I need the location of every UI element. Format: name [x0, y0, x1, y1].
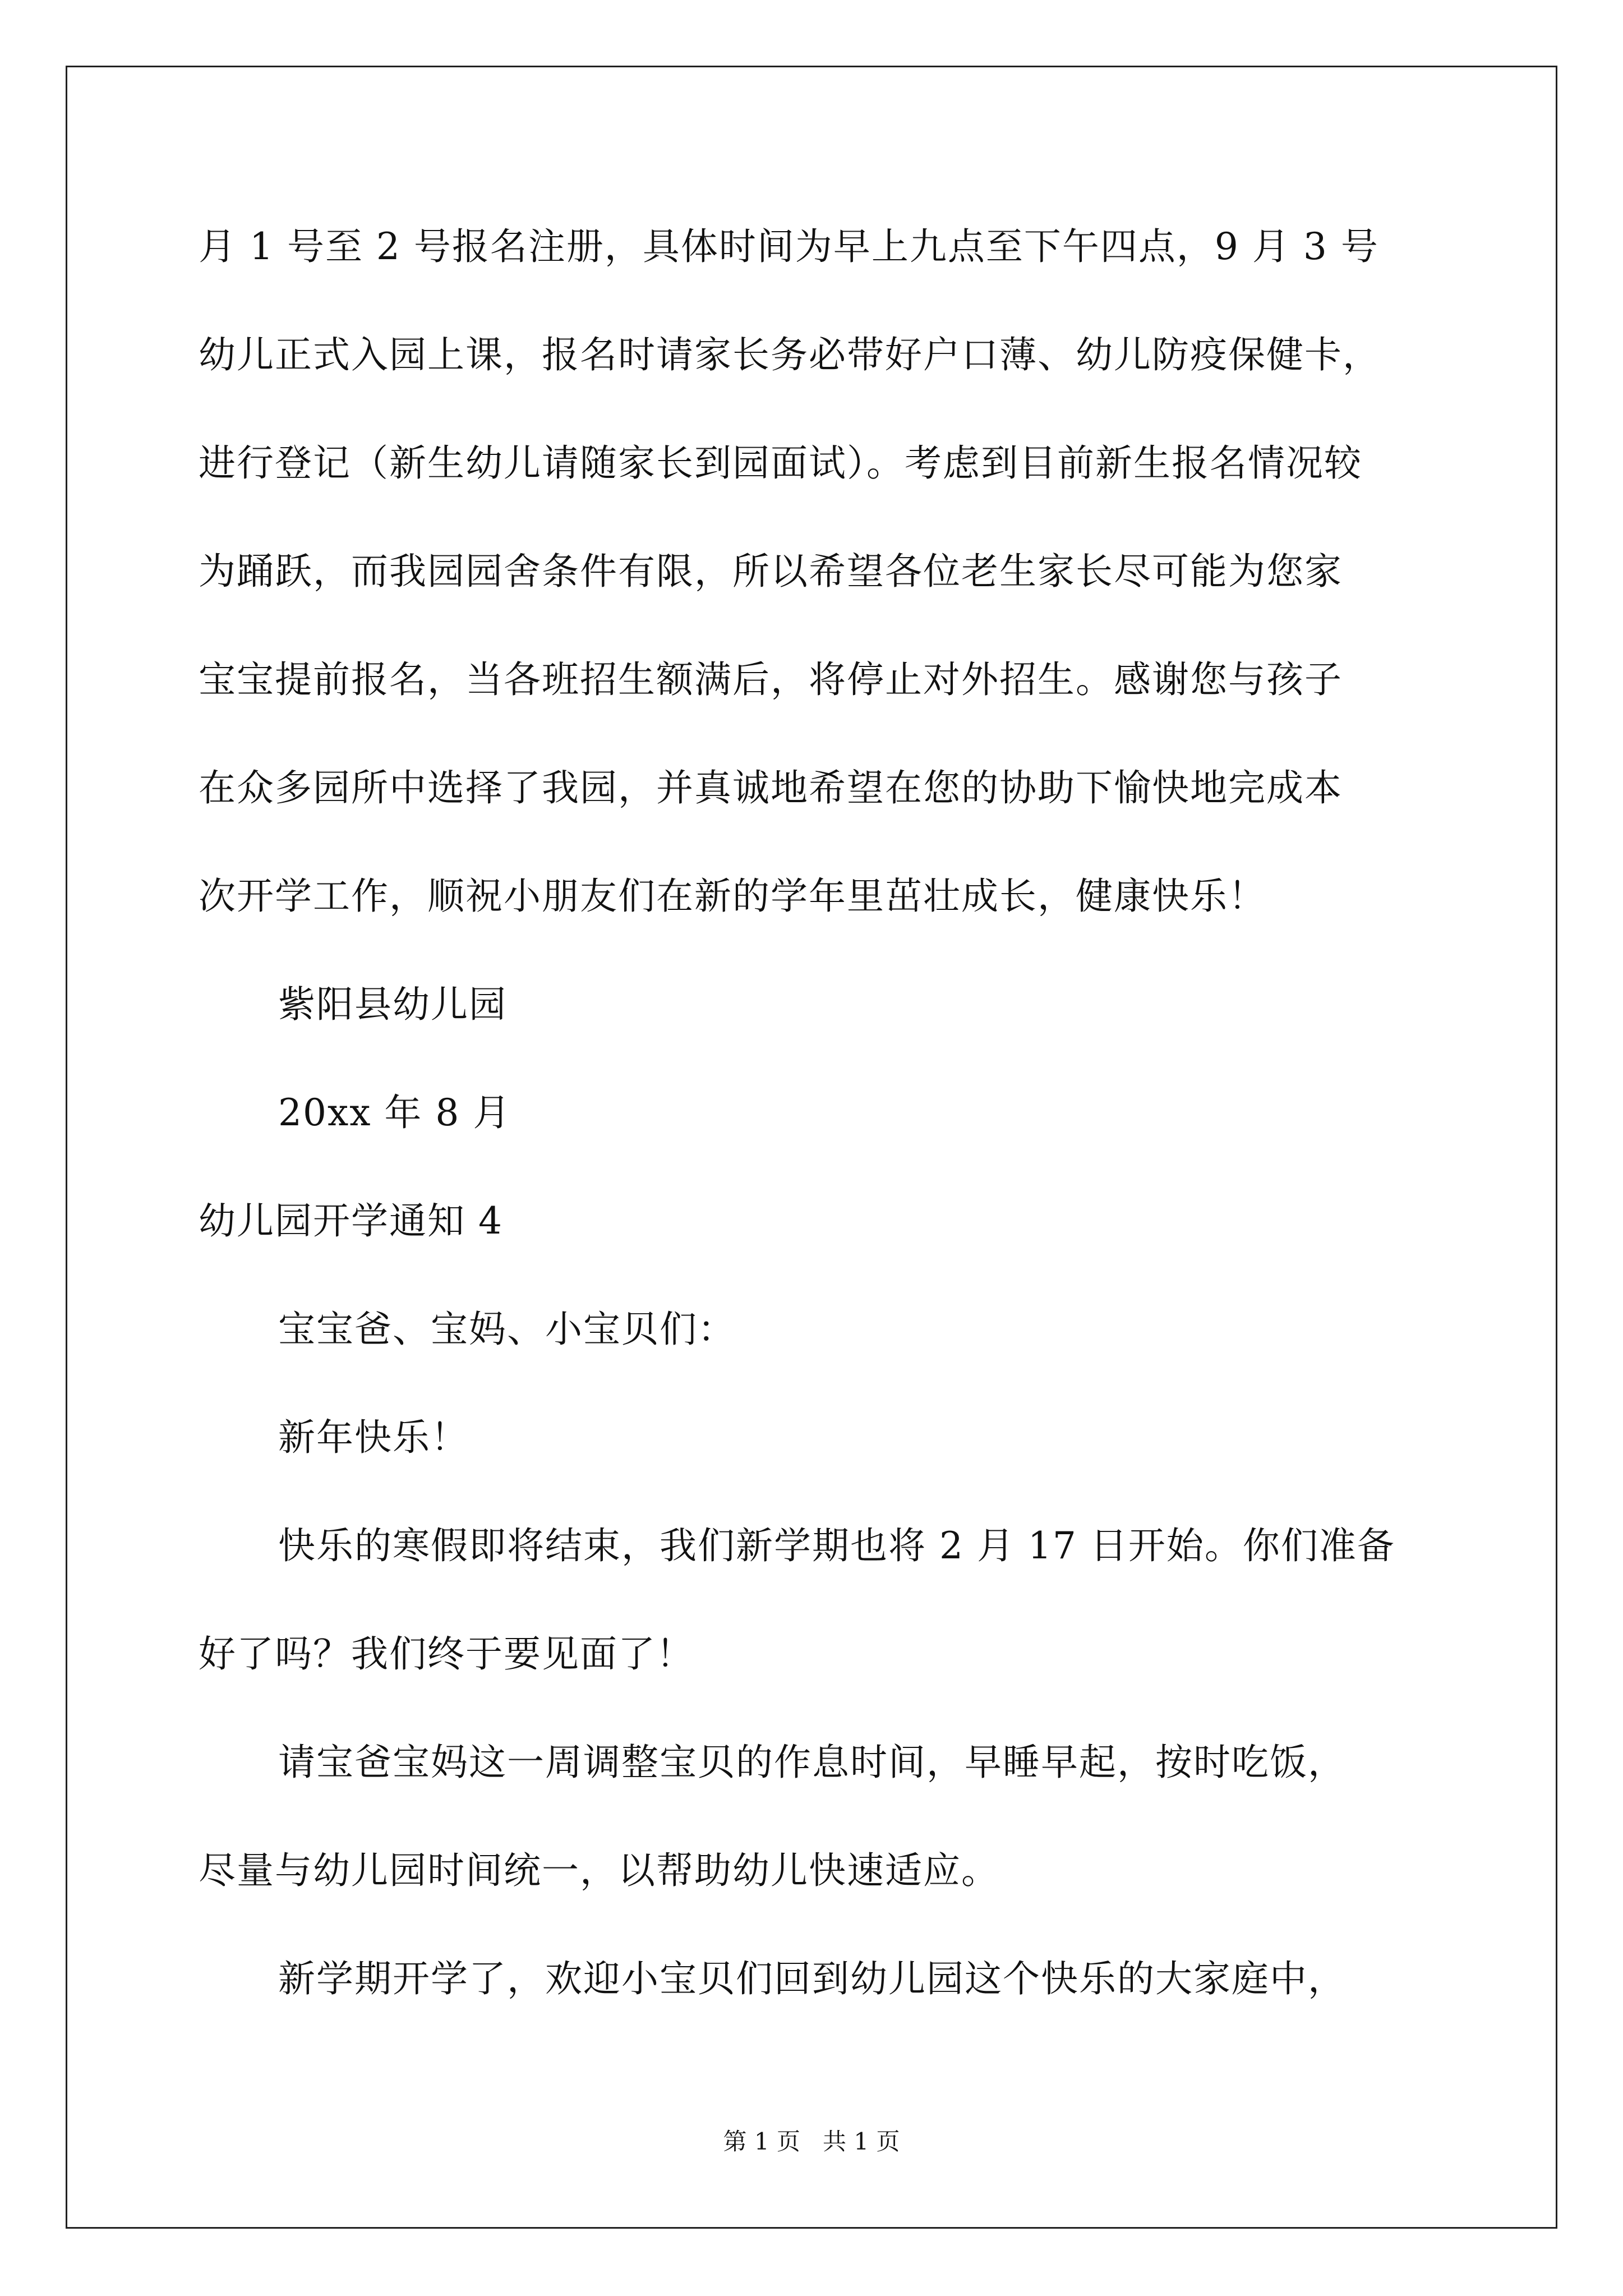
paragraph-line: 请宝爸宝妈这一周调整宝贝的作息时间，早睡早起，按时吃饭， — [278, 1741, 1346, 1784]
paragraph-line: 幼儿正式入园上课，报名时请家长务必带好户口薄、幼儿防疫保健卡， — [199, 333, 1381, 376]
paragraph-line: 宝宝提前报名，当各班招生额满后，将停止对外招生。感谢您与孩子 — [199, 658, 1343, 701]
greeting: 新年快乐！ — [278, 1416, 469, 1459]
section-heading: 幼儿园开学通知 4 — [199, 1199, 503, 1243]
paragraph-line: 月 1 号至 2 号报名注册，具体时间为早上九点至下午四点，9 月 3 号 — [199, 225, 1379, 268]
paragraph-line: 在众多园所中选择了我园，并真诚地希望在您的协助下愉快地完成本 — [199, 766, 1343, 809]
paragraph-line: 进行登记（新生幼儿请随家长到园面试）。考虑到目前新生报名情况较 — [199, 441, 1362, 485]
paragraph-line: 为踊跃，而我园园舍条件有限，所以希望各位老生家长尽可能为您家 — [199, 550, 1343, 593]
salutation: 宝宝爸、宝妈、小宝贝们： — [278, 1308, 736, 1351]
paragraph-line: 好了吗？我们终于要见面了！ — [199, 1632, 694, 1676]
paragraph-line: 次开学工作，顺祝小朋友们在新的学年里茁壮成长，健康快乐！ — [199, 875, 1266, 918]
paragraph-line: 新学期开学了，欢迎小宝贝们回到幼儿园这个快乐的大家庭中， — [278, 1957, 1346, 2000]
page-footer: 第 1 页 共 1 页 — [723, 2128, 900, 2155]
paragraph-line: 快乐的寒假即将结束，我们新学期也将 2 月 17 日开始。你们准备 — [278, 1524, 1395, 1567]
signature-date: 20xx 年 8 月 — [278, 1091, 511, 1134]
signature-organization: 紫阳县幼儿园 — [278, 983, 507, 1026]
paragraph-line: 尽量与幼儿园时间统一，以帮助幼儿快速适应。 — [199, 1849, 999, 1892]
